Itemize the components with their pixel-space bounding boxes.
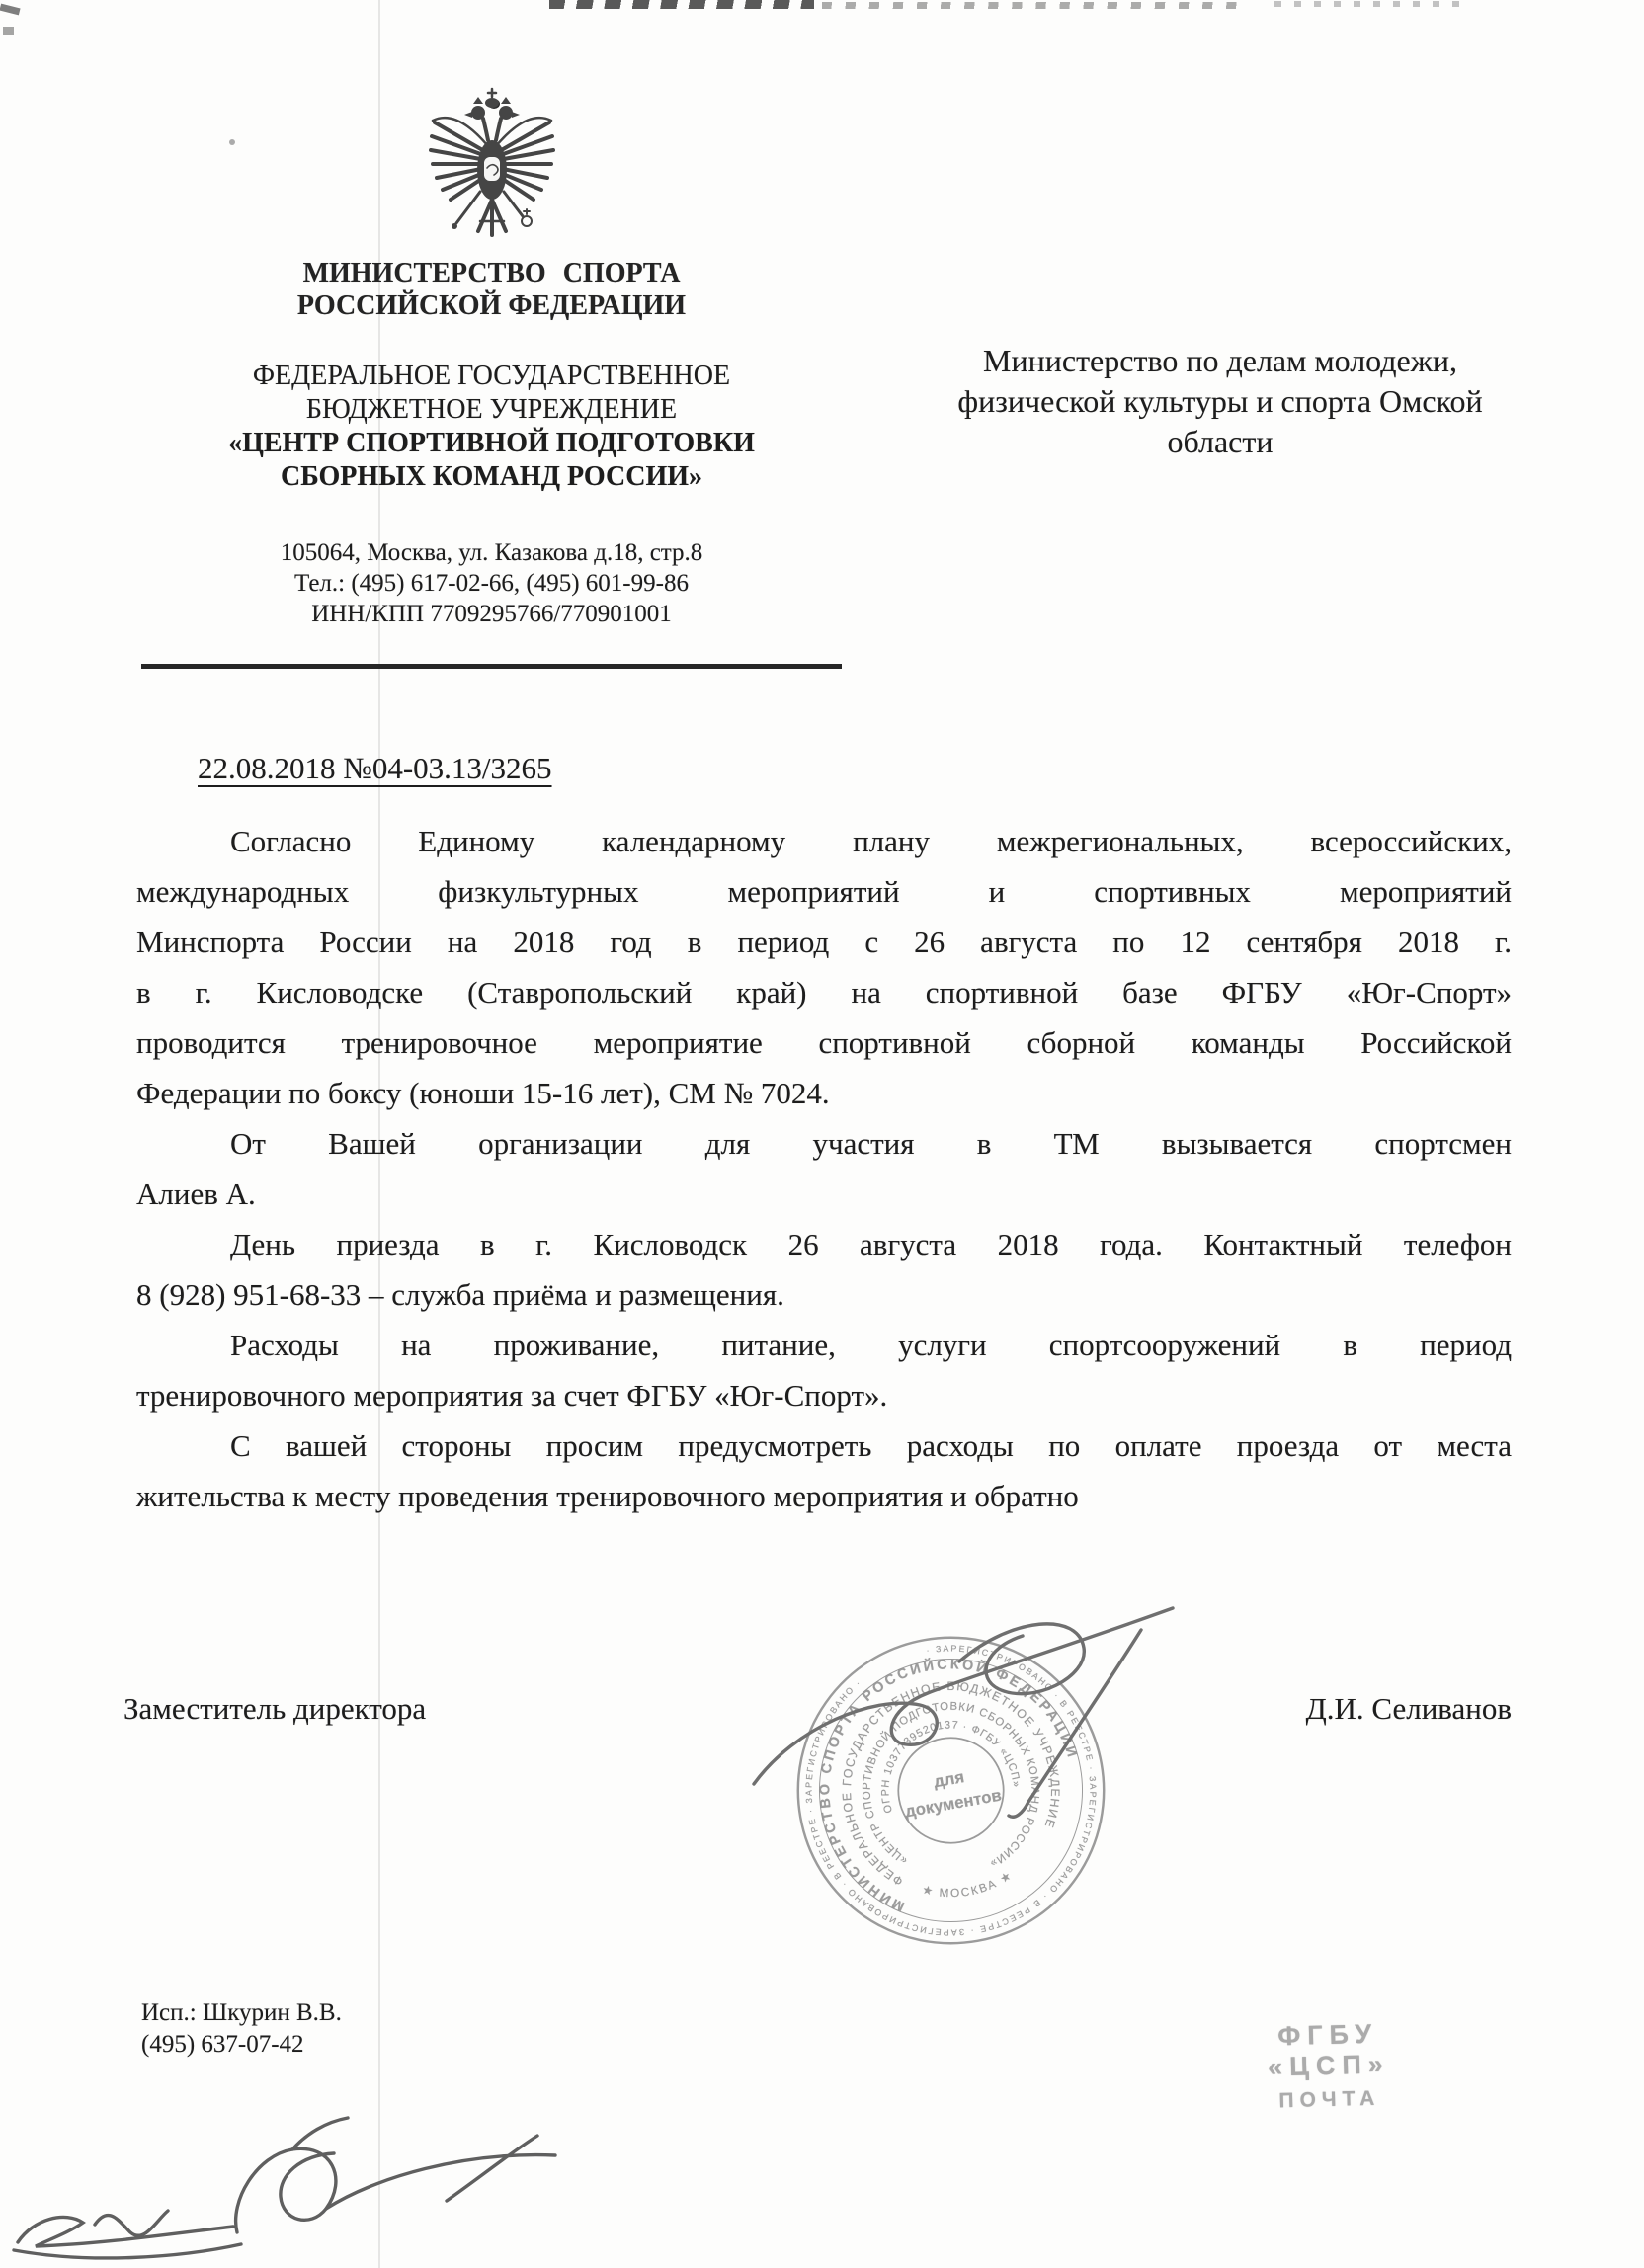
signer-position: Заместитель директора [123, 1691, 427, 1726]
body-line: Алиев А. [136, 1176, 256, 1211]
org-name-line: СБОРНЫХ КОМАНД РОССИИ» [280, 461, 703, 492]
signer-name: Д.И. Селиванов [1305, 1691, 1512, 1726]
recipient-line: области [1167, 424, 1274, 459]
mail-stamp [1209, 2017, 1448, 2115]
stamp-ring-registered: · ЗАРЕГИСТРИРОВАНО · В РЕЕСТРЕ · ЗАРЕГИСТРИРОВАНО · В РЕЕСТРЕ · ЗАРЕГИСТРИРОВАНО · В РЕЕСТРЕ · ЗАРЕГИСТРИРОВАНО · [803, 1643, 1099, 1938]
stamp-ring-org: ФЕДЕРАЛЬНОЕ ГОСУДАРСТВЕННОЕ БЮДЖЕТНОЕ УЧРЕЖДЕНИЕ [839, 1679, 1063, 1889]
mail-stamp-org: ФГБУ «ЦСП» [1267, 2018, 1391, 2082]
reference-number: 22.08.2018 №04-03.13/3265 [198, 751, 552, 785]
body-line: Согласно Единому календарному плану межрегиональных, всероссийских, [230, 824, 1512, 858]
org-name-line: «ЦЕНТР СПОРТИВНОЙ ПОДГОТОВКИ [228, 428, 755, 458]
letterhead [138, 87, 845, 629]
executor-name: Исп.: Шкурин В.В. [141, 1999, 342, 2026]
org-inn-kpp: ИНН/КПП 7709295766/770901001 [311, 601, 672, 627]
executor-info [141, 1997, 342, 2061]
recipient-line: Министерство по делам молодежи, [983, 343, 1457, 378]
body-line: От Вашей организации для участия в ТМ вызывается спортсмен [230, 1126, 1512, 1161]
ministry-name [138, 257, 845, 322]
body-line: международных физкультурных мероприятий и спортивных мероприятий [136, 874, 1512, 909]
handwritten-signature [726, 1579, 1200, 1875]
body-line: 8 (928) 951-68-33 – служба приёма и размещения. [136, 1277, 784, 1312]
org-type-line: ФЕДЕРАЛЬНОЕ ГОСУДАРСТВЕННОЕ [252, 361, 731, 391]
organization-name [138, 360, 845, 494]
body-line: тренировочного мероприятия за счет ФГБУ «Юг-Спорт». [136, 1378, 888, 1413]
scan-noise [0, 4, 21, 16]
stamp-ring-center: «ЦЕНТР СПОРТИВНОЙ ПОДГОТОВКИ СБОРНЫХ КОМАНД РОССИИ» [861, 1700, 1041, 1870]
body-line: Минспорта России на 2018 год в период с 26 августа по 12 сентября 2018 г. [136, 925, 1512, 959]
stamp-center-line2: документов [903, 1785, 1004, 1822]
body-line: в г. Кисловодске (Ставропольский край) на спортивной базе ФГБУ «Юг-Спорт» [136, 975, 1512, 1010]
executor-phone: (495) 637-07-42 [141, 2031, 304, 2058]
body-line: проводится тренировочное мероприятие спортивной сборной команды Российской [136, 1025, 1512, 1060]
recipient-block [850, 341, 1591, 462]
ministry-name-line: МИНИСТЕРСТВО СПОРТА [302, 258, 681, 288]
handwritten-signature-bottom [0, 2094, 573, 2268]
org-address: 105064, Москва, ул. Казакова д.18, стр.8 [280, 539, 703, 566]
stamp-city: ★ МОСКВА ★ [921, 1867, 1016, 1901]
stamp-ring-ministry: МИНИСТЕРСТВО СПОРТА РОССИЙСКОЙ ФЕДЕРАЦИИ [817, 1657, 1081, 1914]
scan-noise [3, 27, 14, 35]
stamp-center-line1: для [932, 1767, 966, 1792]
scan-noise [549, 0, 814, 9]
organization-contacts [138, 537, 845, 629]
letterhead-divider [141, 664, 842, 669]
stamp-ring-ogrn: ОГРН 1037739520137 · ФГБУ «ЦСП» [879, 1719, 1023, 1815]
org-phone: Тел.: (495) 617-02-66, (495) 601-99-86 [294, 570, 689, 597]
body-line: С вашей стороны просим предусмотреть расходы по оплате проезда от места [230, 1428, 1512, 1463]
letter-body [136, 816, 1512, 1521]
recipient-line: физической культуры и спорта Омской [957, 383, 1483, 419]
coat-of-arms-icon [427, 87, 557, 243]
body-line: жительства к месту проведения тренировочного мероприятия и обратно [136, 1479, 1079, 1513]
mail-stamp-word: ПОЧТА [1278, 2086, 1381, 2113]
body-line: День приезда в г. Кисловодск 26 августа 2018 года. Контактный телефон [230, 1227, 1512, 1261]
body-line: Расходы на проживание, питание, услуги спортсооружений в период [230, 1328, 1512, 1362]
scan-noise [1274, 1, 1462, 7]
scan-noise [822, 2, 1237, 9]
org-type-line: БЮДЖЕТНОЕ УЧРЕЖДЕНИЕ [305, 394, 678, 425]
ministry-name-line: РОССИЙСКОЙ ФЕДЕРАЦИИ [296, 290, 687, 321]
body-line: Федерации по боксу (юноши 15-16 лет), СМ № 7024. [136, 1076, 830, 1110]
